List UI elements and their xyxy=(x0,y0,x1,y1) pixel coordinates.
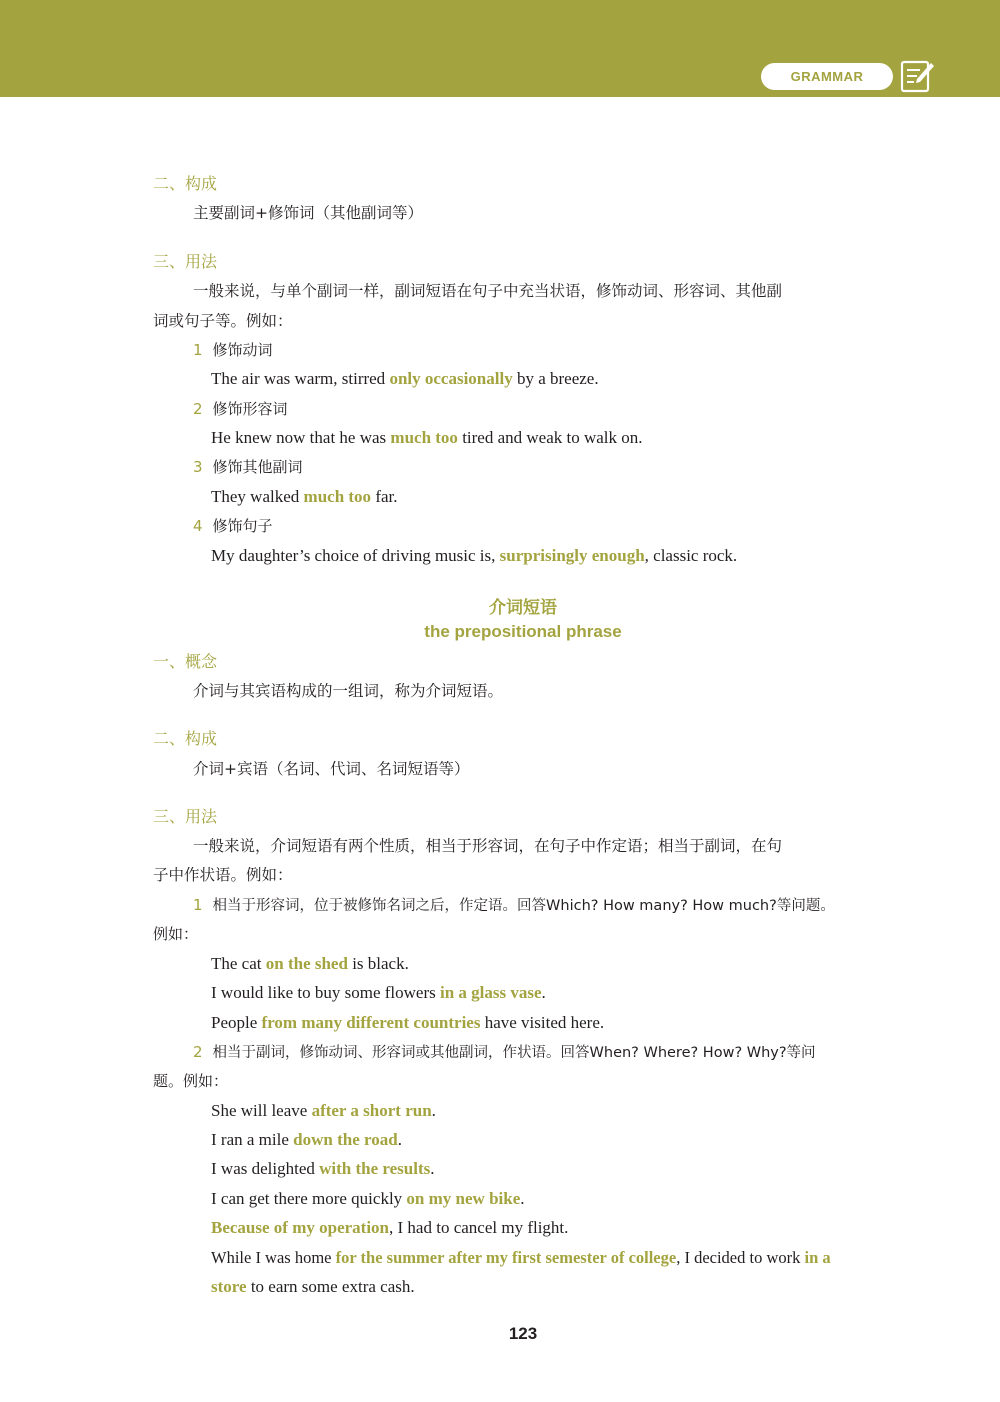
prep-s3-intro-1: 一般来说，介词短语有两个性质，相当于形容词，在句子中作定语；相当于副词，在句 xyxy=(193,837,783,855)
adverb-s2-text: 主要副词+修饰词（其他副词等） xyxy=(193,204,423,222)
adverb-s3-heading: 三、用法 xyxy=(153,252,218,271)
prep-p1-example-3: People from many different countries have visited here. xyxy=(211,1013,605,1032)
adverb-s3-intro-2: 词或句子等。例如： xyxy=(153,312,293,330)
prep-point-2-line-2: 题。例如： xyxy=(153,1072,229,1090)
prep-p2-example-1: She will leave after a short run. xyxy=(211,1101,436,1120)
prep-p2-example-3: I was delighted with the results. xyxy=(211,1159,435,1178)
prep-s3-intro-2: 子中作状语。例如： xyxy=(153,866,293,884)
adverb-item-2-label: 2 修饰形容词 xyxy=(193,400,288,418)
prep-s2-heading: 二、构成 xyxy=(153,729,218,748)
adverb-item-3-example: They walked much too far. xyxy=(211,487,398,506)
prep-p2-example-2: I ran a mile down the road. xyxy=(211,1130,402,1149)
prep-title-cn: 介词短语 xyxy=(489,598,557,618)
prep-point-1-line-1: 1 相当于形容词，位于被修饰名词之后，作定语。回答Which? How many? How much?等问题。 xyxy=(193,896,835,914)
adverb-item-1-label: 1 修饰动词 xyxy=(193,341,273,359)
prep-point-2-line-1: 2 相当于副词，修饰动词、形容词或其他副词，作状语。回答When? Where? How? Why?等问 xyxy=(193,1043,816,1061)
note-edit-icon xyxy=(900,59,936,93)
prep-s2-text: 介词+宾语（名词、代词、名词短语等） xyxy=(193,760,470,778)
prep-point-1-line-2: 例如： xyxy=(153,925,199,943)
prep-p1-example-1: The cat on the shed is black. xyxy=(211,954,409,973)
prep-p2-example-5: Because of my operation, I had to cancel my flight. xyxy=(211,1218,569,1237)
adverb-item-4-example: My daughter’s choice of driving music is, surprisingly enough, classic rock. xyxy=(211,546,738,565)
prep-p2-example-6-line-2: store to earn some extra cash. xyxy=(211,1277,415,1296)
adverb-item-3-label: 3 修饰其他副词 xyxy=(193,458,303,476)
prep-p2-example-6-line-1: While I was home for the summer after my first semester of college, I decided to work in a xyxy=(211,1248,831,1267)
adverb-s3-intro-1: 一般来说，与单个副词一样，副词短语在句子中充当状语，修饰动词、形容词、其他副 xyxy=(193,282,783,300)
prep-p2-example-4: I can get there more quickly on my new bike. xyxy=(211,1189,525,1208)
adverb-item-2-example: He knew now that he was much too tired and weak to walk on. xyxy=(211,428,643,447)
adverb-item-4-label: 4 修饰句子 xyxy=(193,517,273,535)
prep-p1-example-2: I would like to buy some flowers in a glass vase. xyxy=(211,983,546,1002)
prep-s3-heading: 三、用法 xyxy=(153,807,218,826)
section-badge: GRAMMAR xyxy=(761,63,893,90)
prep-s1-heading: 一、概念 xyxy=(153,652,218,671)
adverb-item-1-example: The air was warm, stirred only occasionally by a breeze. xyxy=(211,369,599,388)
prep-s1-text: 介词与其宾语构成的一组词，称为介词短语。 xyxy=(193,682,504,700)
prep-title-en: the prepositional phrase xyxy=(424,622,622,641)
page-number: 123 xyxy=(508,1324,538,1343)
adverb-s2-heading: 二、构成 xyxy=(153,174,218,193)
